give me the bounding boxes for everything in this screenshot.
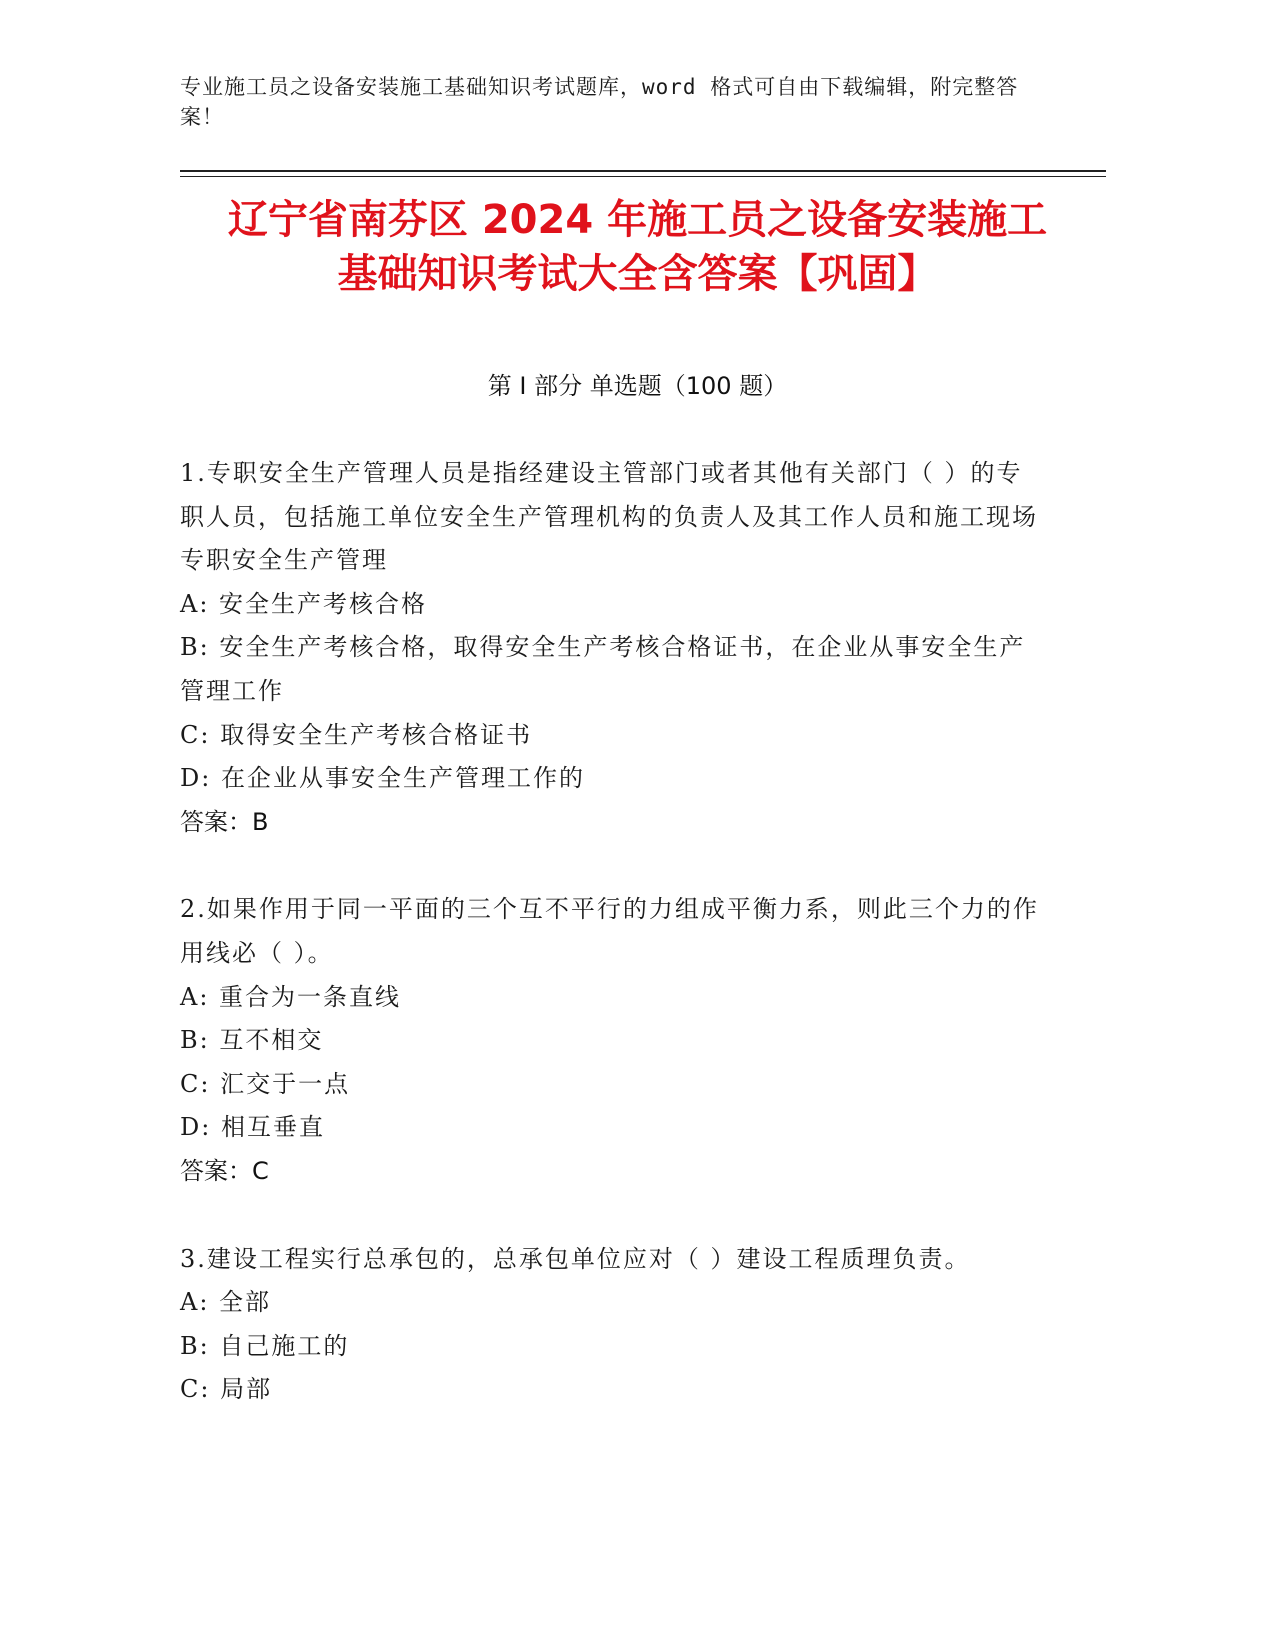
option-a: A: 全部 (180, 1288, 272, 1317)
question-stem: 3.建设工程实行总承包的，总承包单位应对（ ）建设工程质理负责。 (180, 1244, 971, 1273)
header-divider-thick (180, 170, 1106, 172)
document-title-line-2: 基础知识考试大全含答案【巩固】 (337, 251, 938, 297)
document-title-line-1: 辽宁省南芬区 2024 年施工员之设备安装施工 (227, 197, 1048, 243)
option-b: B: 自己施工的 (180, 1331, 350, 1360)
question-2 (180, 888, 1040, 1193)
question-3 (180, 1238, 1040, 1412)
option-a: A: 安全生产考核合格 (180, 589, 428, 618)
question-1 (180, 452, 1040, 844)
option-a: A: 重合为一条直线 (180, 982, 402, 1011)
question-stem: 1.专职安全生产管理人员是指经建设主管部门或者其他有关部门（ ）的专职人员，包括施工单位安全生产管理机构的负责人及其工作人员和施工现场专职安全生产管理 (180, 459, 1038, 575)
header-note: 专业施工员之设备安装施工基础知识考试题库，word 格式可自由下载编辑，附完整答案！ (180, 75, 1019, 129)
option-c: C: 局部 (180, 1375, 273, 1404)
option-c: C: 汇交于一点 (180, 1069, 351, 1098)
answer: 答案：B (180, 807, 269, 836)
question-stem: 2.如果作用于同一平面的三个互不平行的力组成平衡力系，则此三个力的作用线必（ ）。 (180, 895, 1039, 967)
option-b: B: 安全生产考核合格，取得安全生产考核合格证书，在企业从事安全生产管理工作 (180, 633, 1026, 705)
header-divider-thin (180, 176, 1106, 177)
question-list (180, 452, 1040, 1456)
option-d: D: 相互垂直 (180, 1113, 325, 1142)
option-d: D: 在企业从事安全生产管理工作的 (180, 764, 585, 793)
section-title: 第 I 部分 单选题（100 题） (487, 372, 788, 400)
document-title (150, 193, 1125, 301)
answer: 答案：C (180, 1156, 269, 1185)
option-b: B: 互不相交 (180, 1026, 324, 1055)
option-c: C: 取得安全生产考核合格证书 (180, 720, 533, 749)
